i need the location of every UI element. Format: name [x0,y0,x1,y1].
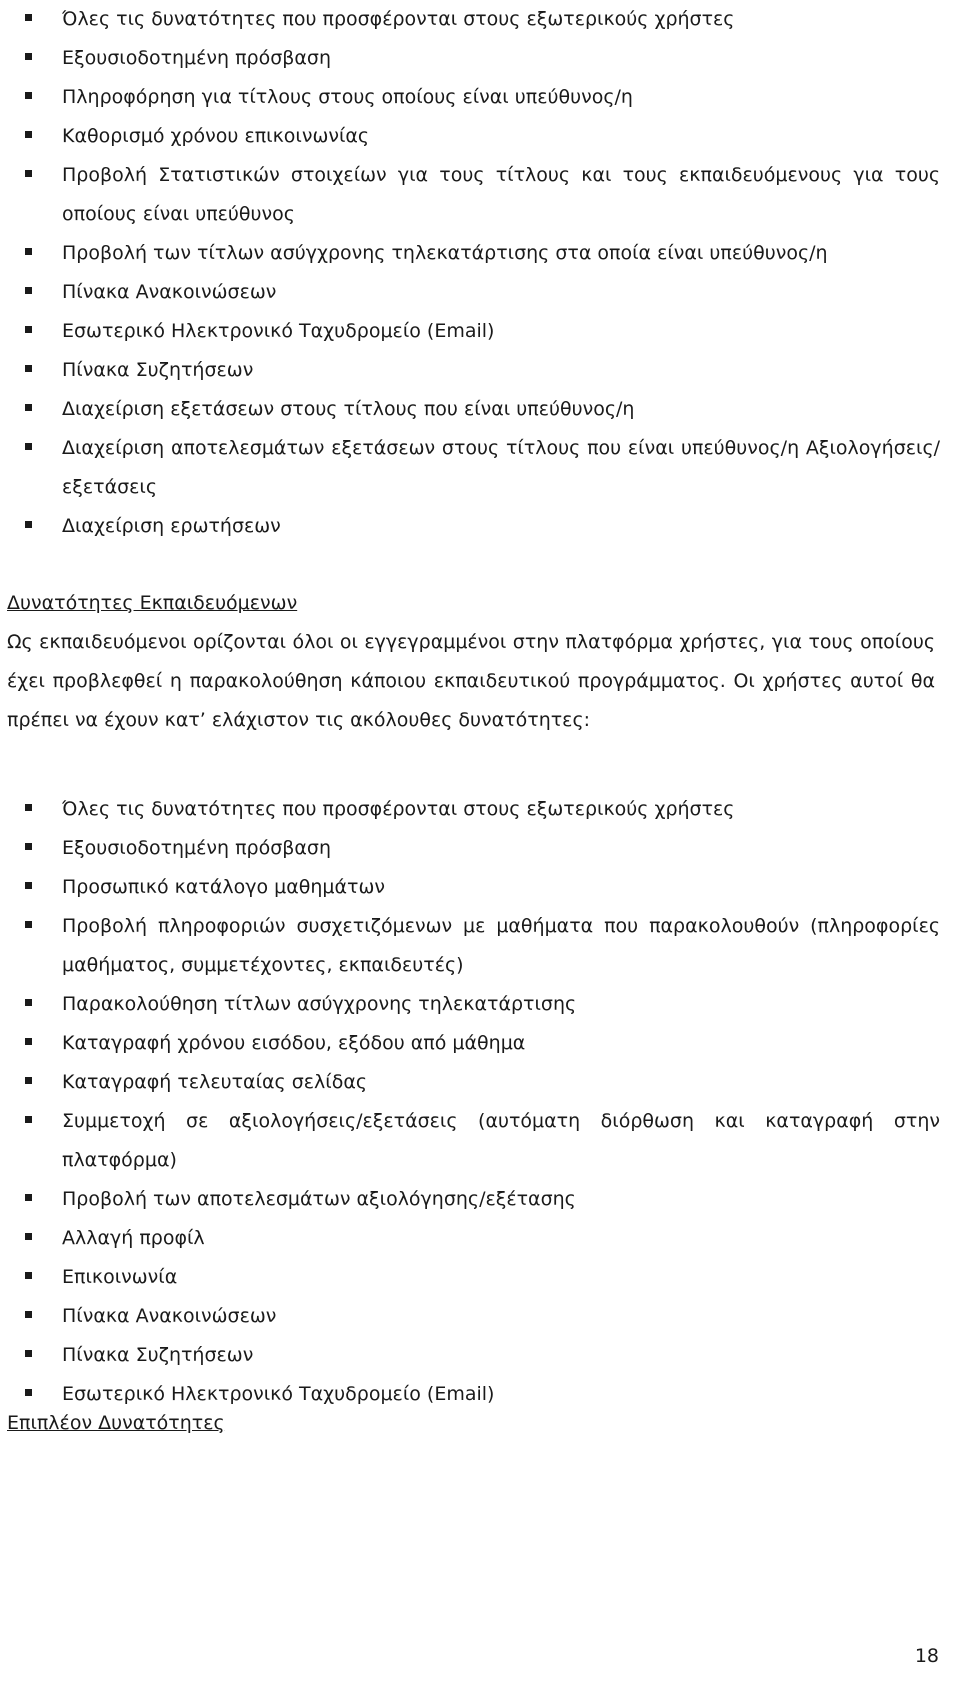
list-item-text: Πίνακα Συζητήσεων [62,1344,254,1366]
square-bullet-icon [25,443,32,450]
square-bullet-icon [25,248,32,255]
section-heading-additional: Επιπλέον Δυνατότητες [7,1412,225,1434]
list-item-text: Διαχείριση εξετάσεων στους τίτλους που είναι υπεύθυνος/η [62,398,635,420]
list-item [0,156,960,234]
list-item-text: Πληροφόρηση για τίτλους στους οποίους είναι υπεύθυνος/η [62,86,633,108]
list-item-text: Διαχείριση αποτελεσμάτων εξετάσεων στους τίτλους που είναι υπεύθυνος/η Αξιολογήσεις/εξετάσεις [62,437,940,498]
list-item [0,1063,960,1102]
list-item-text: Προσωπικό κατάλογο μαθημάτων [62,876,385,898]
trainee-capabilities-list [0,790,960,1414]
square-bullet-icon [25,843,32,850]
list-item [0,868,960,907]
square-bullet-icon [25,170,32,177]
square-bullet-icon [25,1038,32,1045]
square-bullet-icon [25,999,32,1006]
list-item [0,390,960,429]
list-item [0,117,960,156]
list-item-text: Εσωτερικό Ηλεκτρονικό Ταχυδρομείο (Email) [62,1383,495,1405]
list-item [0,1180,960,1219]
list-item-text: Εξουσιοδοτημένη πρόσβαση [62,47,331,69]
list-item [0,985,960,1024]
trainees-intro-paragraph: Ως εκπαιδευόμενοι ορίζονται όλοι οι εγγεγραμμένοι στην πλατφόρμα χρήστες, για τους οποίους έχει προβλεφθεί η παρακολούθηση κάποιου εκπαιδευτικού προγράμματος. Οι χρήστες αυτοί θα πρέπει να έχουν κατ’ ελάχιστον τις ακόλουθες δυνατότητες: [7,631,935,731]
list-item [0,1258,960,1297]
square-bullet-icon [25,1311,32,1318]
list-item-text: Καθορισμό χρόνου επικοινωνίας [62,125,370,147]
list-item-text: Καταγραφή χρόνου εισόδου, εξόδου από μάθημα [62,1032,526,1054]
square-bullet-icon [25,1233,32,1240]
list-item [0,0,960,39]
list-item [0,1219,960,1258]
list-item [0,273,960,312]
list-item [0,351,960,390]
list-item-text: Διαχείριση ερωτήσεων [62,515,281,537]
list-item [0,1024,960,1063]
list-item-text: Εσωτερικό Ηλεκτρονικό Ταχυδρομείο (Email) [62,320,495,342]
square-bullet-icon [25,53,32,60]
list-item [0,1102,960,1180]
list-item [0,1297,960,1336]
list-item-text: Όλες τις δυνατότητες που προσφέρονται στους εξωτερικούς χρήστες [62,8,735,30]
list-item [0,907,960,985]
list-item-text: Πίνακα Ανακοινώσεων [62,281,277,303]
list-item [0,429,960,507]
square-bullet-icon [25,1116,32,1123]
list-item-text: Προβολή πληροφοριών συσχετιζόμενων με μαθήματα που παρακολουθούν (πληροφορίες μαθήματος, συμμετέχοντες, εκπαιδευτές) [62,915,940,976]
square-bullet-icon [25,326,32,333]
list-item-text: Προβολή των τίτλων ασύγχρονης τηλεκατάρτισης στα οποία είναι υπεύθυνος/η [62,242,828,264]
list-item [0,829,960,868]
square-bullet-icon [25,14,32,21]
square-bullet-icon [25,131,32,138]
list-item-text: Όλες τις δυνατότητες που προσφέρονται στους εξωτερικούς χρήστες [62,798,735,820]
square-bullet-icon [25,1389,32,1396]
list-item-text: Παρακολούθηση τίτλων ασύγχρονης τηλεκατάρτισης [62,993,577,1015]
list-item [0,78,960,117]
list-item-text: Προβολή των αποτελεσμάτων αξιολόγησης/εξέτασης [62,1188,576,1210]
square-bullet-icon [25,921,32,928]
square-bullet-icon [25,1272,32,1279]
list-item [0,312,960,351]
list-item [0,39,960,78]
list-item [0,1336,960,1375]
section-heading-trainees: Δυνατότητες Εκπαιδευόμενων [7,592,298,614]
instructor-capabilities-list [0,0,960,546]
list-item [0,507,960,546]
square-bullet-icon [25,404,32,411]
square-bullet-icon [25,365,32,372]
list-item-text: Εξουσιοδοτημένη πρόσβαση [62,837,331,859]
list-item [0,234,960,273]
list-item-text: Αλλαγή προφίλ [62,1227,205,1249]
square-bullet-icon [25,92,32,99]
page-number: 18 [914,1645,939,1667]
square-bullet-icon [25,1194,32,1201]
list-item-text: Επικοινωνία [62,1266,178,1288]
list-item-text: Καταγραφή τελευταίας σελίδας [62,1071,368,1093]
list-item [0,790,960,829]
square-bullet-icon [25,1350,32,1357]
square-bullet-icon [25,521,32,528]
list-item-text: Προβολή Στατιστικών στοιχείων για τους τίτλους και τους εκπαιδευόμενους για τους οποίους είναι υπεύθυνος [62,164,940,225]
list-item-text: Πίνακα Ανακοινώσεων [62,1305,277,1327]
list-item-text: Πίνακα Συζητήσεων [62,359,254,381]
square-bullet-icon [25,882,32,889]
square-bullet-icon [25,804,32,811]
list-item-text: Συμμετοχή σε αξιολογήσεις/εξετάσεις (αυτόματη διόρθωση και καταγραφή στην πλατφόρμα) [62,1110,940,1171]
square-bullet-icon [25,287,32,294]
square-bullet-icon [25,1077,32,1084]
